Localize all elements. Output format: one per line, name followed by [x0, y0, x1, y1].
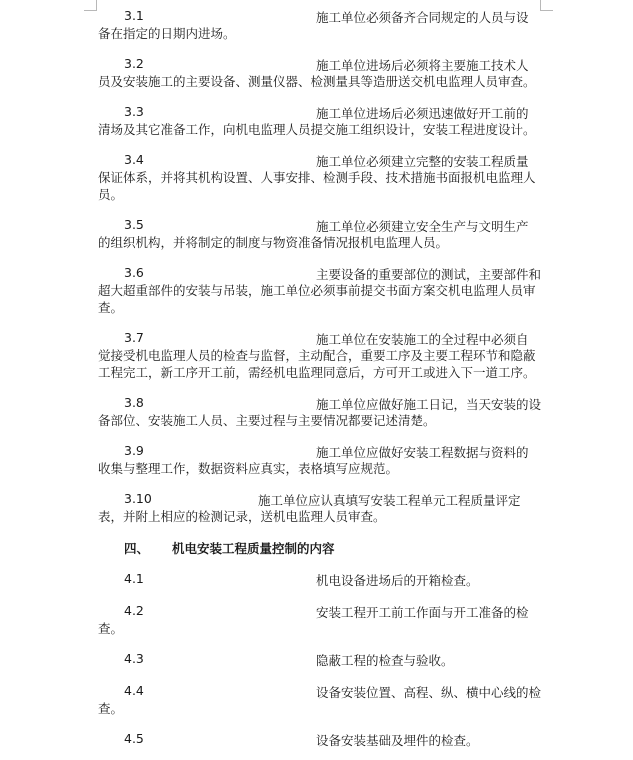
- item-text-line: 施工单位在安装施工的全过程中必须自: [316, 332, 529, 347]
- item-text-line: 备部位、安装施工人员、主要过程与主要情况都要记述清楚。: [98, 413, 436, 428]
- item-text-line: 设备安装基础及埋件的检查。: [316, 733, 479, 748]
- item-number: 3.10: [124, 491, 152, 506]
- item-text-line: 施工单位应做好安装工程数据与资料的: [316, 445, 529, 460]
- item-text-line: 主要设备的重要部位的测试，主要部件和: [316, 267, 542, 282]
- section-heading-number: 四、: [124, 541, 150, 556]
- section-heading-title: 机电安装工程质量控制的内容: [172, 541, 335, 556]
- item-text-line: 员。: [98, 187, 124, 202]
- item-text-line: 超大超重部件的安装与吊装，施工单位必须事前提交书面方案交机电监理人员审: [98, 283, 536, 298]
- item-text-line: 查。: [98, 300, 124, 315]
- item-number: 3.6: [124, 265, 144, 280]
- item-text-line: 收集与整理工作，数据资料应真实，表格填写应规范。: [98, 461, 399, 476]
- item-text-line: 员及安装施工的主要设备、测量仪器、检测量具等造册送交机电监理人员审查。: [98, 74, 536, 89]
- item-text-line: 隐蔽工程的检查与验收。: [316, 653, 454, 668]
- item-number: 4.3: [124, 651, 144, 666]
- item-text-line: 施工单位应认真填写安装工程单元工程质量评定: [258, 493, 521, 508]
- item-text-line: 设备安装位置、高程、纵、横中心线的检: [316, 685, 542, 700]
- item-number: 3.2: [124, 56, 144, 71]
- item-number: 4.4: [124, 683, 144, 698]
- item-text-line: 施工单位进场后必须迅速做好开工前的: [316, 106, 529, 121]
- page-corner-mark-left: [84, 0, 97, 11]
- item-text-line: 工程完工，新工序开工前，需经机电监理同意后，方可开工或进入下一道工序。: [98, 365, 536, 380]
- item-text-line: 施工单位必须备齐合同规定的人员与设: [316, 10, 529, 25]
- item-number: 4.1: [124, 571, 144, 586]
- section-heading: [124, 539, 335, 557]
- item-text-line: 保证体系，并将其机构设置、人事安排、检测手段、技术措施书面报机电监理人: [98, 170, 536, 185]
- item-text-line: 备在指定的日期内进场。: [98, 26, 236, 41]
- item-number: 3.3: [124, 104, 144, 119]
- item-number: 3.4: [124, 152, 144, 167]
- item-number: 4.2: [124, 603, 144, 618]
- item-text-line: 施工单位进场后必须将主要施工技术人: [316, 58, 529, 73]
- item-number: 3.7: [124, 330, 144, 345]
- item-text-line: 施工单位必须建立完整的安装工程质量: [316, 154, 529, 169]
- item-text-line: 清场及其它准备工作，向机电监理人员提交施工组织设计，安装工程进度设计。: [98, 122, 536, 137]
- item-number: 3.1: [124, 8, 144, 23]
- item-text-line: 表，并附上相应的检测记录，送机电监理人员审查。: [98, 509, 386, 524]
- item-text-line: 施工单位应做好施工日记，当天安装的设: [316, 397, 542, 412]
- item-number: 3.8: [124, 395, 144, 410]
- item-number: 3.9: [124, 443, 144, 458]
- item-text-line: 查。: [98, 621, 124, 636]
- item-text-line: 机电设备进场后的开箱检查。: [316, 573, 479, 588]
- item-text-line: 的组织机构，并将制定的制度与物资准备情况报机电监理人员。: [98, 235, 449, 250]
- item-text-line: 查。: [98, 701, 124, 716]
- item-number: 3.5: [124, 217, 144, 232]
- item-number: 4.5: [124, 731, 144, 746]
- item-text-line: 觉接受机电监理人员的检查与监督，主动配合，重要工序及主要工程环节和隐蔽: [98, 348, 536, 363]
- item-text-line: 安装工程开工前工作面与开工准备的检: [316, 605, 529, 620]
- item-text-line: 施工单位必须建立安全生产与文明生产: [316, 219, 529, 234]
